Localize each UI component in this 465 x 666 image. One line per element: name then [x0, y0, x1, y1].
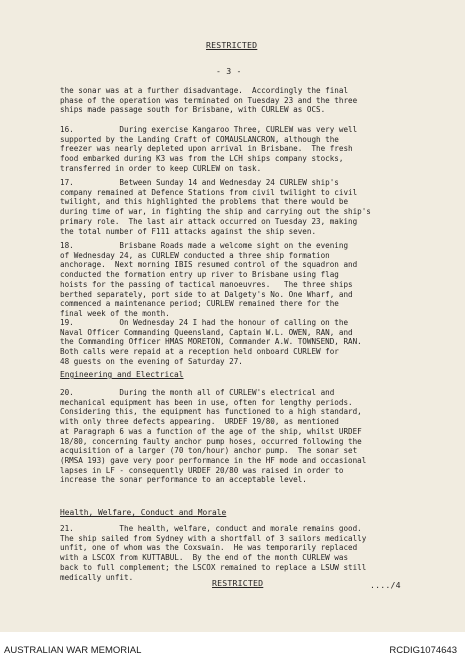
text-line: phase of the operation was terminated on Tuesday 23 and the three	[60, 95, 358, 105]
text-line: 48 guests on the evening of Saturday 27.	[60, 356, 243, 366]
text-line: supported by the Landing Craft of COMAUSLANCRON, although the	[60, 134, 339, 144]
text-line: Both calls were repaid at a reception held onboard CURLEW for	[60, 347, 339, 357]
text-line: hoists for the passing of tactical manoeuvres. The three ships	[60, 279, 353, 289]
text-line: the sonar was at a further disadvantage. Accordingly the final	[60, 86, 349, 95]
text-line: increase the sonar performance to an acceptable level.	[60, 475, 307, 485]
heading-engineering-electrical: Engineering and Electrical	[60, 370, 184, 379]
classification-header: RESTRICTED	[206, 40, 258, 50]
text-line: back to full complement; the LSCOX remained to replace a LSUW still	[60, 562, 367, 572]
text-line: acquisition of a larger (70 ton/hour) anchor pump. The sonar set	[60, 446, 358, 456]
text-line: 21. The health, welfare, conduct and morale remains good.	[60, 524, 362, 533]
text-line: freezer was nearly depleted upon arrival in Brisbane. The fresh	[60, 144, 353, 154]
paragraph-continuation	[60, 86, 410, 115]
archive-reference: RCDIG1074643	[389, 645, 457, 656]
text-line: conducted the formation entry up river to Brisbane using flag	[60, 270, 339, 280]
text-line: twilight, and this highlighted the problems that there would be	[60, 197, 349, 207]
text-line: 18. Brisbane Roads made a welcome sight on the evening	[60, 241, 349, 250]
text-line: at Paragraph 6 was a function of the age of the ship, whilst URDEF	[60, 426, 362, 436]
text-line: ships made passage south for Brisbane, with CURLEW as OCS.	[60, 105, 326, 115]
text-line: food embarked during K3 was from the LCH ships company stocks,	[60, 154, 344, 164]
text-line: unfit, one of whom was the Coxswain. He was temporarily replaced	[60, 543, 358, 553]
continuation-marker: ..../4	[370, 580, 401, 590]
text-line: lapses in LF - consequently URDEF 20/80 was raised in order to	[60, 465, 344, 475]
text-line: the total number of F111 attacks against the ship seven.	[60, 226, 317, 236]
text-line: with only three defects appearing. URDEF 19/80, as mentioned	[60, 417, 339, 427]
paragraph-18	[60, 241, 410, 319]
text-line: 17. Between Sunday 14 and Wednesday 24 CURLEW ship's	[60, 178, 339, 187]
text-line: 16. During exercise Kangaroo Three, CURLEW was very well	[60, 125, 358, 134]
text-line: the Commanding Officer HMAS MORETON, Commander A.W. TOWNSEND, RAN.	[60, 337, 362, 347]
text-line: The ship sailed from Sydney with a shortfall of 3 sailors medically	[60, 533, 367, 543]
text-line: during time of war, in fighting the ship and carrying out the ship's	[60, 207, 371, 217]
paragraph-17	[60, 178, 410, 236]
text-line: 20. During the month all of CURLEW's electrical and	[60, 388, 335, 397]
text-line: Considering this, the equipment has functioned to a high standard,	[60, 407, 362, 417]
text-line: primary role. The last air attack occurred on Tuesday 23, making	[60, 216, 358, 226]
classification-footer: RESTRICTED	[212, 578, 264, 588]
text-line: berthed separately, port side to at Dalgety's No. One Wharf, and	[60, 289, 353, 299]
text-line: medically unfit.	[60, 572, 134, 582]
text-line: commenced a maintenance period; CURLEW remained there for the	[60, 299, 339, 309]
text-line: mechanical equipment has been in use, often for lengthy periods.	[60, 397, 353, 407]
paragraph-21	[60, 524, 410, 582]
text-line: (RMSA 193) gave very poor performance in the HF mode and occasional	[60, 455, 367, 465]
text-line: 18/80, concerning faulty anchor pump hoses, occurred following the	[60, 436, 362, 446]
text-line: transferred in order to keep CURLEW on task.	[60, 163, 262, 173]
text-line: of Wednesday 24, as CURLEW conducted a three ship formation	[60, 250, 330, 260]
archive-institution: AUSTRALIAN WAR MEMORIAL	[4, 645, 142, 656]
paragraph-16	[60, 125, 410, 174]
text-line: with a LSCOX from KUTTABUL. By the end of the month CURLEW was	[60, 553, 349, 563]
paragraph-19	[60, 318, 410, 367]
text-line: final week of the month.	[60, 308, 170, 318]
page-number: - 3 -	[216, 66, 242, 76]
text-line: 19. On Wednesday 24 I had the honour of calling on the	[60, 318, 349, 327]
text-line: anchorage. Next morning IBIS resumed control of the squadron and	[60, 260, 358, 270]
text-line: Naval Officer Commanding Queensland, Captain W.L. OWEN, RAN, and	[60, 327, 353, 337]
paragraph-20	[60, 388, 410, 485]
heading-health-welfare: Health, Welfare, Conduct and Morale	[60, 508, 227, 517]
text-line: company remained at Defence Stations from civil twilight to civil	[60, 187, 358, 197]
